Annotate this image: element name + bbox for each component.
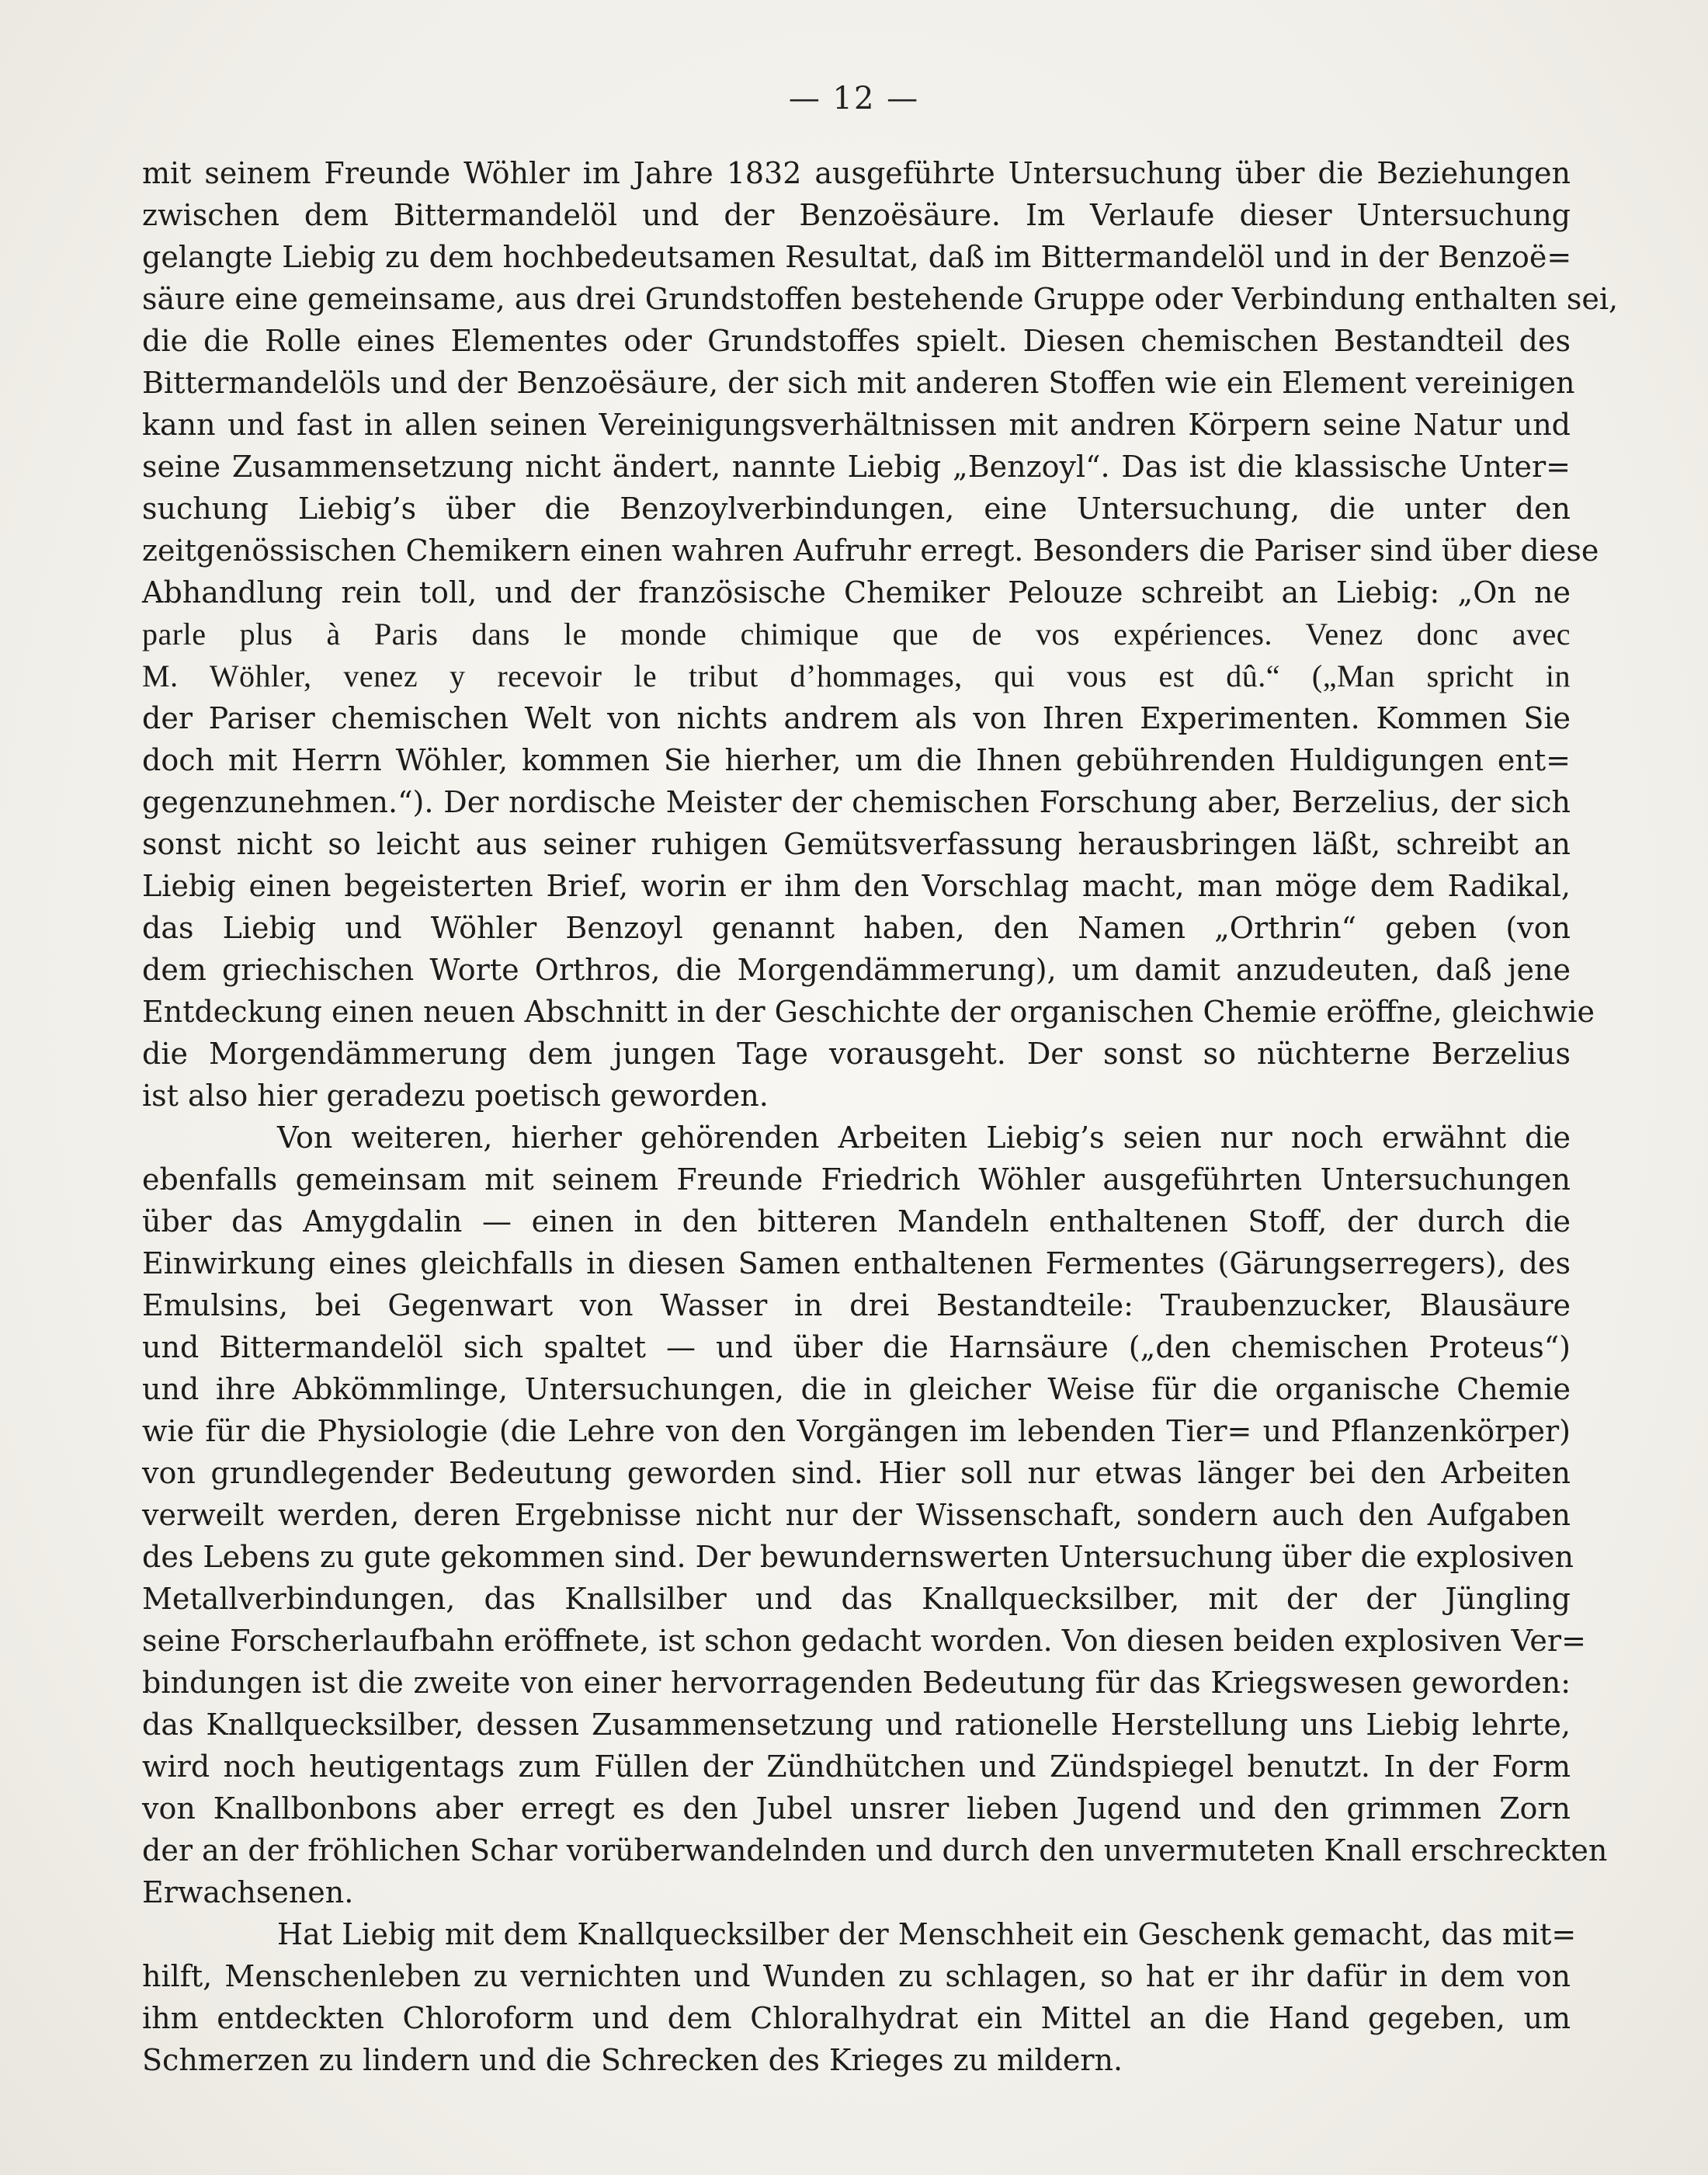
text-line: seine Zusammensetzung nicht ändert, nannte Liebig „Benzoyl“. Das ist die klassische Unter= [142, 450, 1571, 484]
text-line: Abhandlung rein toll, und der französische Chemiker Pelouze schreibt an Liebig: „On ne [142, 575, 1571, 610]
text-line: und Bittermandelöl sich spaltet — und über die Harnsäure („den chemischen Proteus“) [142, 1330, 1571, 1364]
text-line: der an der fröhlichen Schar vorüberwandelnden und durch den unvermuteten Knall erschreckten [142, 1833, 1608, 1868]
text-line: die die Rolle eines Elementes oder Grundstoffes spielt. Diesen chemischen Bestandteil des [142, 324, 1571, 358]
text-line: suchung Liebig’s über die Benzoylverbindungen, eine Untersuchung, die unter den [142, 492, 1571, 526]
text-line: das Knallquecksilber, dessen Zusammensetzung und rationelle Herstellung uns Liebig lehrte, [142, 1708, 1571, 1742]
text-line: parle plus à Paris dans le monde chimique que de vos expériences. Venez donc avec [142, 617, 1571, 651]
text-line: ist also hier geradezu poetisch geworden. [142, 1079, 769, 1113]
text-line: die Morgendämmerung dem jungen Tage vorausgeht. Der sonst so nüchterne Berzelius [142, 1037, 1571, 1071]
text-line: hilft, Menschenleben zu vernichten und Wunden zu schlagen, so hat er ihr dafür in dem von [142, 1959, 1571, 1993]
text-line: das Liebig und Wöhler Benzoyl genannt haben, den Namen „Orthrin“ geben (von [142, 911, 1571, 945]
text-line: zwischen dem Bittermandelöl und der Benzoësäure. Im Verlaufe dieser Untersuchung [142, 198, 1571, 232]
text-line: von grundlegender Bedeutung geworden sind. Hier soll nur etwas länger bei den Arbeiten [142, 1456, 1571, 1490]
text-line: des Lebens zu gute gekommen sind. Der bewundernswerten Untersuchung über die explosiven [142, 1540, 1574, 1574]
text-line: Erwachsenen. [142, 1875, 354, 1909]
text-line: wird noch heutigentags zum Füllen der Zündhütchen und Zündspiegel benutzt. In der Form [142, 1749, 1571, 1784]
text-line: Entdeckung einen neuen Abschnitt in der Geschichte der organischen Chemie eröffne, gleichwie [142, 995, 1595, 1029]
text-line: verweilt werden, deren Ergebnisse nicht nur der Wissenschaft, sondern auch den Aufgaben [142, 1498, 1571, 1532]
paragraph [142, 152, 1619, 1117]
paragraph [142, 1913, 1577, 2081]
text-line: säure eine gemeinsame, aus drei Grundstoffen bestehende Gruppe oder Verbindung enthalten sei, [142, 282, 1619, 316]
page-number: — 12 — [788, 81, 920, 116]
text-line: kann und fast in allen seinen Vereinigungsverhältnissen mit andren Körpern seine Natur und [142, 408, 1571, 442]
text-line: dem griechischen Worte Orthros, die Morgendämmerung), um damit anzudeuten, daß jene [142, 953, 1571, 987]
text-line: seine Forscherlaufbahn eröffnete, ist schon gedacht worden. Von diesen beiden explosiven Ver= [142, 1624, 1586, 1658]
text-line: Bittermandelöls und der Benzoësäure, der sich mit anderen Stoffen wie ein Element vereinigen [142, 366, 1575, 400]
text-line: sonst nicht so leicht aus seiner ruhigen Gemütsverfassung herausbringen läßt, schreibt an [142, 827, 1571, 861]
text-line: Schmerzen zu lindern und die Schrecken des Krieges zu mildern. [142, 2043, 1123, 2077]
paragraph [142, 1117, 1608, 1913]
text-line: Hat Liebig mit dem Knallquecksilber der Menschheit ein Geschenk gemacht, das mit= [277, 1917, 1577, 1951]
text-line: Einwirkung eines gleichfalls in diesen Samen enthaltenen Fermentes (Gärungserregers), des [142, 1246, 1571, 1280]
text-line: Metallverbindungen, das Knallsilber und das Knallquecksilber, mit der der Jüngling [142, 1582, 1571, 1616]
text-line: Emulsins, bei Gegenwart von Wasser in drei Bestandteile: Traubenzucker, Blausäure [142, 1288, 1571, 1322]
text-line: und ihre Abkömmlinge, Untersuchungen, die in gleicher Weise für die organische Chemie [142, 1372, 1571, 1406]
text-line: wie für die Physiologie (die Lehre von den Vorgängen im lebenden Tier= und Pflanzenkörper) [142, 1414, 1571, 1448]
text-line: über das Amygdalin — einen in den bitteren Mandeln enthaltenen Stoff, der durch die [142, 1204, 1571, 1239]
text-line: ihm entdeckten Chloroform und dem Chloralhydrat ein Mittel an die Hand gegeben, um [142, 2001, 1571, 2035]
text-line: der Pariser chemischen Welt von nichts andrem als von Ihren Experimenten. Kommen Sie [142, 701, 1571, 735]
text-line: gegenzunehmen.“). Der nordische Meister der chemischen Forschung aber, Berzelius, der sich [142, 785, 1571, 819]
text-line: zeitgenössischen Chemikern einen wahren Aufruhr erregt. Besonders die Pariser sind über diese [142, 533, 1599, 568]
text-line: mit seinem Freunde Wöhler im Jahre 1832 ausgeführte Untersuchung über die Beziehungen [142, 156, 1571, 190]
text-line: Von weiteren, hierher gehörenden Arbeiten Liebig’s seien nur noch erwähnt die [277, 1121, 1571, 1155]
text-line: M. Wöhler, venez y recevoir le tribut d’hommages, qui vous est dû.“ („Man spricht in [142, 658, 1571, 693]
text-line: von Knallbonbons aber erregt es den Jubel unsrer lieben Jugend und den grimmen Zorn [142, 1791, 1571, 1826]
text-line: gelangte Liebig zu dem hochbedeutsamen Resultat, daß im Bittermandelöl und in der Benzoë= [142, 240, 1572, 274]
body-text [142, 152, 1619, 2081]
text-line: bindungen ist die zweite von einer hervorragenden Bedeutung für das Kriegswesen geworden: [142, 1666, 1571, 1700]
text-line: Liebig einen begeisterten Brief, worin er ihm den Vorschlag macht, man möge dem Radikal, [142, 869, 1571, 903]
text-line: doch mit Herrn Wöhler, kommen Sie hierher, um die Ihnen gebührenden Huldigungen ent= [142, 743, 1571, 777]
text-line: ebenfalls gemeinsam mit seinem Freunde Friedrich Wöhler ausgeführten Untersuchungen [142, 1162, 1571, 1197]
